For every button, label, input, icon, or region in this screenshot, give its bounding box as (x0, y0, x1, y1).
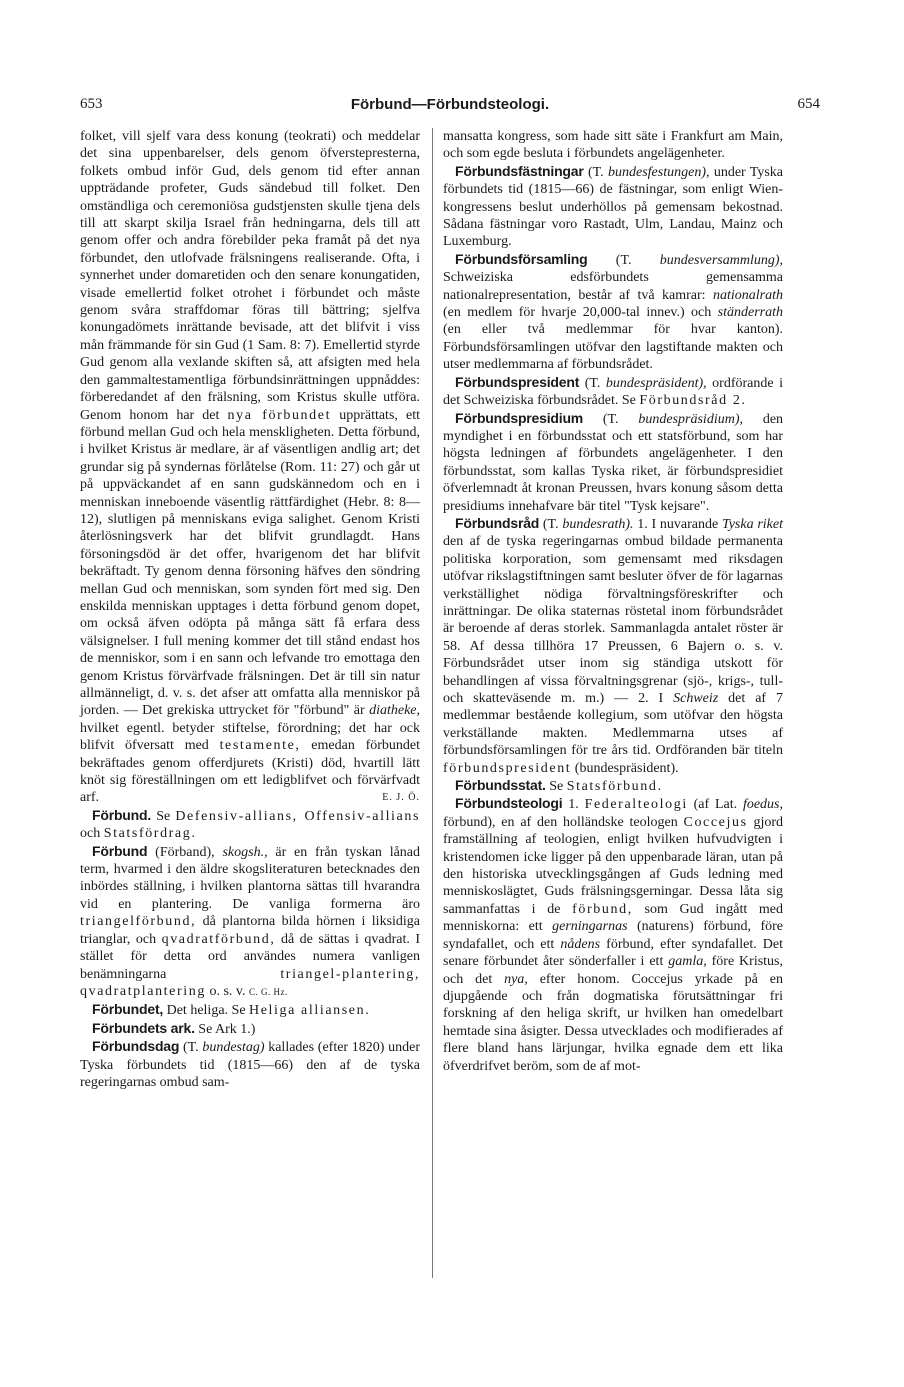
headword: Förbundsdag (92, 1038, 180, 1055)
entry-forbundspresident: Förbundspresident (T. bundespräsident), ordförande i det Schweiziska förbundsrådet. Se Förbundsråd 2. (443, 373, 784, 409)
left-column (80, 128, 420, 1091)
headword: Förbundsråd (455, 514, 540, 531)
entry-forbund-3: Förbund (Förband), skogsh., är en från tyskan lånad term, hvarmed i den äldre skogsliteraturen betecknades den inbördes ställning, i hvilken plantorna sättas till hvarandra vid en plantering. De vanliga formerna äro triangelförbund, då plantorna bilda hörnen i liksidiga trianglar, och qvadratförbund, då de sättas i qvadrat. I stället för detta ord användes numera vanligen benämningarna triangel-plantering, qvadratplantering o. s. v. C. G. Hz. (80, 842, 421, 999)
entry-forbundsforsamling: Förbundsförsamling (T. bundesversammlung), Schweiziska edsförbundets gemensamma nationalrepresentation, består af två kamrar: nationalrath (en medlem för hvarje 20,000-tal innev.) och ständerrath (en eller två medlemmar för hvar kanton). Förbundsförsamlingen utöfvar den lagstiftande makten och utser medlemmarna af förbundsrådet. (443, 250, 783, 373)
entry-forbundsdag: Förbundsdag (T. bundestag) kallades (efter 1820) under Tyska förbundets tid (1815—66) den af de tyska regeringarnas ombud sam- (80, 1038, 420, 1090)
column-divider (432, 128, 433, 1278)
entry-forbundsfastningar: Förbundsfästningar (T. bundesfestungen), under Tyska förbundets tid (1815—66) de fästningar, som enligt Wien-kongressens beslut underhöllos på gemensam bekostnad. Sådana fästningar voro Rastadt, Ulm, Landau, Mainz och Luxemburg. (443, 162, 784, 250)
running-title: Förbund—Förbundsteologi. (350, 96, 550, 113)
author-signature: C. G. Hz. (249, 986, 288, 997)
entry-forbund-2: Förbund. Se Defensiv-allians, Offensiv-allians och Statsfördrag. (80, 806, 421, 842)
entry-forbundspresidium: Förbundspresidium (T. bundespräsidium), den myndighet i en förbundsstat och ett statsförbund, som har högsta ledningen af förbundets angelägenheter. I den förbundsstat, som kallas Tyska riket, är förbundspresidiet öfverlemnadt åt kronan Preussen, hvars konung såsom detta presidiums innehafvare bär titel "Tysk kejsare". (443, 409, 784, 514)
entry-forbundsrad: Förbundsråd (T. bundesrath). 1. I nuvarande Tyska riket den af de tyska regeringarnas ombud bildade permanenta politiska korporation, som gemensamt med riksdagen utöfvar rikslagstiftningen samt besluter öfver de för lagarnas verkställighet nödiga förvaltningsföreskrifter och inrättningar. De olika staternas röstetal inom förbundsrådet är beroende af deras storlek. Sammanlagda antalet röster är 58. Af dessa tillhöra 17 Preussen, 6 Bajern o. s. v. Förbundsrådet utser inom sig ständiga utskott för behandlingen af vissa förvaltningsgrenar (sjö-, krigs-, tull- och skatteväsende m. m.) — 2. I Schweiz det af 7 medlemmar bestående kollegium, som utöfvar den högsta verkställande makten. Medlemmarna utses af förbundsförsamlingen för tre års tid. Ordföranden bär titeln förbundspresident (bundespräsident). (443, 514, 784, 776)
author-signature: E. J. Ö. (382, 792, 420, 804)
entry-forbundsstat: Förbundsstat. Se Statsförbund. (455, 777, 663, 795)
headword: Förbundsstat. (455, 777, 546, 794)
headword: Förbundsteologi (455, 795, 563, 812)
entry-forbundsdag-continued: mansatta kongress, som hade sitt säte i Frankfurt am Main, och som egde besluta i förbundets angelägenheter. (443, 129, 783, 162)
page-number-right: 654 (797, 96, 820, 112)
entry-forbund-continued: folket, vill sjelf vara dess konung (teokrati) och meddelar det sina uppenbarelser, dels genom öfverstepresterna, folkets ombud inför Gud, dels genom tid efter annan uppträdande profeter, Guds sändebud till folket. Den omständliga och ceremoniösa gudstjensten skulle tjena dels till att skarpt skilja Israel från hedningarna, dels till att genom offer och andra förebilder peka framåt på det nya förbundet, den utlofvade frälsningens realiserande. Ofta, i synnerhet under domaretiden och den senare konungatiden, visade emellertid folket otrohet i förbundet och måste genom svåra straffdomar föras till bättring; sjelfva konungadömets inrättande bevisade, att det blifvit i viss mån främmande för sin Gud (1 Sam. 8: 7). Emellertid styrde Gud genom alla vexlande skiften så, att afsigten med hela den gammaltestamentliga förbundsinrättningen uppnåddes: förberedandet af den frälsning, som Kristus skulle utföra. Genom honom har det nya förbundet upprättats, ett förbund mellan Gud och hela menskligheten. Detta förbund, i hvilket Kristus är medlare, är af väsentligen andlig art; det grundar sig på syndernas förlåtelse (Rom. 11: 27) och går ut på uppväckandet af en sann gudskännedom och en i menniskan inneboende väsentlig rättfärdighet (Hebr. 8: 8—12), slutligen på menniskans eviga salighet. Genom Kristi återlösningsverk har det blifvit grundlagdt. Hans försoningsdöd är det offer, hvarigenom det har blifvit bekräftadt. Ty genom denna försoning häfves den söndring mellan Gud och menniskan, som synden fört med sig. Den enskilda menniskan upptages i detta förbund genom dopet, om också äfven odöpta på många sätt få erfara dess välsignelser. I full mening kommer det till stånd endast hos de menniskor, som i en sann och lefvande tro emottaga den genom Kristus förvärfvade frälsningen. Det är till sin natur allmänneligt, d. v. s. det afser att omfatta alla menniskor på jorden. — Det grekiska uttrycket för "förbund" är diatheke, hvilket egentl. betyder stiftelse, förordning; det har ock blifvit öfversatt med testamente, emedan förbundet bekräftades genom offerdjurets (Kristi) död, hvartill lätt knöt sig föreställningen om ett ledigblifvet och förvärfvadt arf. E. J. Ö. (80, 129, 421, 806)
headword: Förbundsförsamling (455, 250, 588, 267)
headword: Förbund (92, 842, 148, 859)
headword: Förbundsfästningar (455, 162, 584, 179)
headword: Förbundspresidium (455, 409, 584, 426)
right-column (443, 128, 783, 1075)
headword: Förbundspresident (455, 373, 580, 390)
headword: Förbundet, (92, 1001, 164, 1018)
page-header (80, 96, 820, 118)
headword: Förbundets ark. (92, 1019, 195, 1036)
headword: Förbund. (92, 806, 152, 823)
page-number-left: 653 (80, 96, 103, 112)
entry-forbundsteologi: Förbundsteologi 1. Federalteologi (af Lat. foedus, förbund), en af den holländske teologen Coccejus gjord framställning af teologien, enligt hvilken hufvudvigten i kristendomen icke ligger på den uppenbarade läran, utan på den historiska utvecklingsgången af Guds ledning med menniskoslägtet, Guds frälsningsgerningar. Dessa låta sig sammanfattas i de förbund, som Gud ingått med menniskorna: ett gerningarnas (naturens) förbund, före syndafallet, och ett nådens förbund, efter syndafallet. Det senare förbundet åter sönderfaller i ett gamla, före Kristus, och det nya, efter honom. Coccejus yrkade på en djupgående och från dogmatiska förutsättningar fri forskning af den heliga skrift, ur hvilken han omedelbart hemtade sina åsigter. Dessa utvecklades och modifierades af flere bland hans lärjungar, hvilka egnade dem ett lika öfverdrifvet beröm, som de af mot- (443, 795, 784, 1074)
entry-forbundets-ark: Förbundets ark. Se Ark 1.) (92, 1019, 256, 1037)
entry-forbundet: Förbundet, Det heliga. Se Heliga alliansen. (92, 1001, 371, 1019)
